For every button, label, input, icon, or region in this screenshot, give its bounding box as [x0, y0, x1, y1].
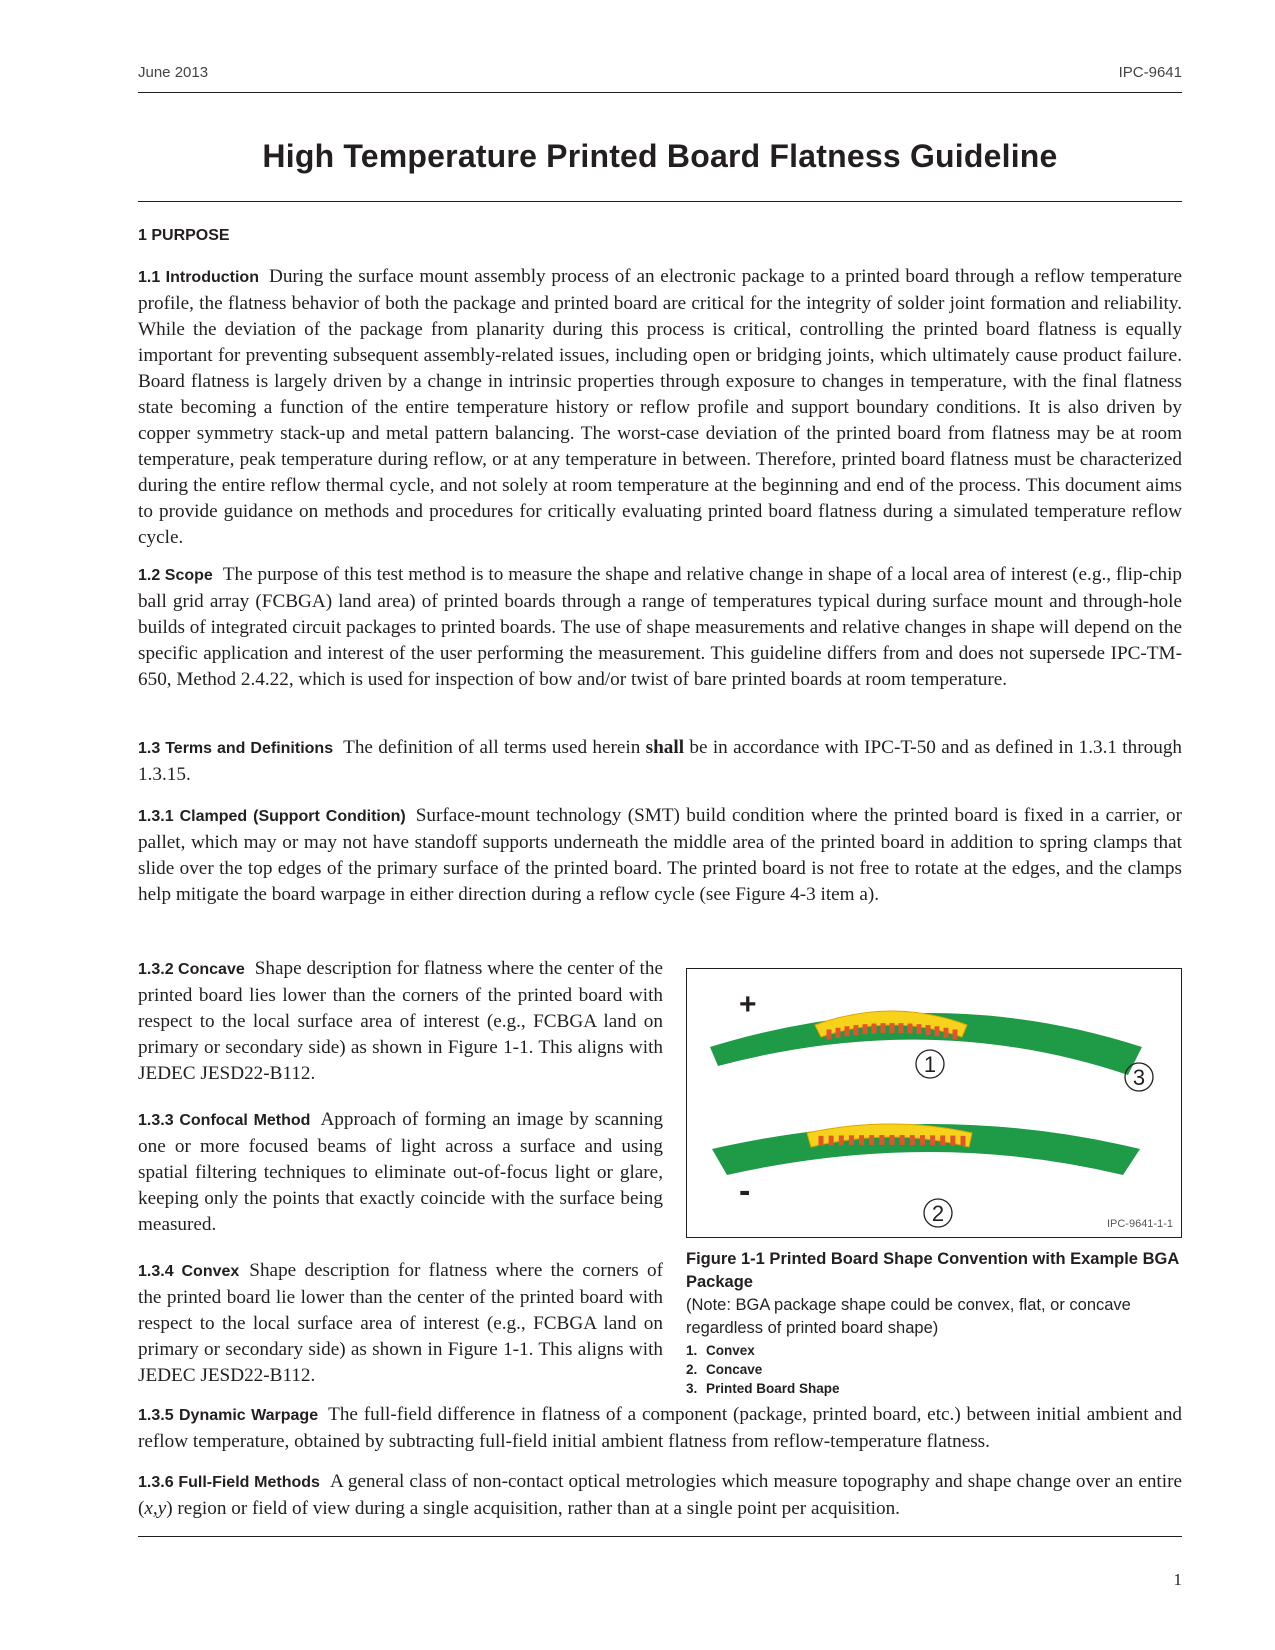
- label-3-text: 3: [1132, 1065, 1146, 1090]
- solder-ball: [819, 1136, 824, 1146]
- text-concave: Shape description for flatness where the center of the printed board lies lower than the corners of the printed board with respect to the local surface area of interest (e.g., FCBGA land on primary or secondary side) as shown in Figure 1-1. This aligns with JEDEC JESD22-B112.: [138, 958, 663, 1084]
- text-full-field-before: A general class of non-contact optical metrologies which measure topography and shape change over an entire (: [138, 1471, 1182, 1519]
- solder-ball: [849, 1135, 854, 1145]
- heading-introduction: 1.1 Introduction: [138, 269, 259, 286]
- header-date: June 2013: [138, 64, 209, 81]
- solder-ball: [961, 1136, 966, 1146]
- solder-ball: [881, 1023, 886, 1033]
- solder-ball: [859, 1135, 864, 1145]
- paragraph-clamped: [138, 803, 1182, 908]
- label-2-text: 2: [931, 1201, 945, 1226]
- title-rule: [138, 201, 1182, 202]
- text-convex: Shape description for flatness where the corners of the printed board lie lower than the center of the printed board with respect to the local surface area of interest (e.g., FCBGA land on primary or secondary side) as shown in Figure 1-1. This aligns with JEDEC JESD22-B112.: [138, 1260, 663, 1386]
- solder-ball: [827, 1029, 832, 1039]
- text-dynamic-warpage: The full-field difference in flatness of a component (package, printed board, etc.) between initial ambient and reflow temperature, obtained by subtracting full-field initial ambient flatness from reflow-temperature flatness.: [138, 1404, 1183, 1452]
- text-full-field-italic: x,y: [144, 1498, 167, 1519]
- solder-ball: [872, 1024, 877, 1034]
- solder-ball: [953, 1029, 958, 1039]
- solder-ball: [829, 1136, 834, 1146]
- solder-ball: [917, 1024, 922, 1034]
- figure-tag: IPC-9641-1-1: [1106, 1218, 1173, 1230]
- solder-ball: [930, 1135, 935, 1145]
- heading-dynamic-warpage: 1.3.5 Dynamic Warpage: [138, 1407, 319, 1424]
- figure-diagram: [687, 969, 1181, 1237]
- solder-ball: [920, 1135, 925, 1145]
- list-item: 1. Convex: [686, 1343, 755, 1358]
- text-introduction: During the surface mount assembly process of an electronic package to a printed board through a reflow temperature profile, the flatness behavior of both the package and printed board are critical for the integrity of solder joint formation and reliability. While the deviation of the package from planarity during this process is critical, controlling the printed board flatness is equally important for preventing subsequent assembly-related issues, including open or bridging joints, which ultimately cause product failure. Board flatness is largely driven by a change in intrinsic properties through exposure to changes in temperature, with the final flatness state becoming a function of the entire temperature history or reflow profile and support boundary conditions. It is also driven by copper symmetry stack-up and metal pattern balancing. The worst-case deviation of the printed board from flatness may be at room temperature, peak temperature during reflow, or at any temperature in between. Therefore, printed board flatness must be characterized during the entire reflow thermal cycle, and not solely at room temperature at the beginning and end of the process. This document aims to provide guidance on methods and procedures for critically evaluating printed board flatness during a simulated temperature reflow cycle.: [138, 266, 1182, 548]
- solder-ball: [899, 1023, 904, 1033]
- solder-balls-concave: [819, 1135, 966, 1146]
- paragraph-dynamic-warpage: [138, 1402, 1182, 1455]
- figure-note: (Note: BGA package shape could be convex, flat, or concave regardless of printed board shape): [686, 1296, 1131, 1337]
- solder-ball: [944, 1028, 949, 1038]
- solder-ball: [836, 1028, 841, 1038]
- text-terms-before: The definition of all terms used herein: [343, 737, 641, 758]
- text-terms-after: be in accordance with IPC-T-50 and as defined in 1.3.1 through 1.3.15.: [138, 737, 1183, 785]
- list-item: 2. Concave: [686, 1362, 763, 1377]
- solder-ball: [845, 1026, 850, 1036]
- list-item: 3. Printed Board Shape: [686, 1381, 840, 1396]
- solder-ball: [869, 1135, 874, 1145]
- header-doc-id: IPC-9641: [1118, 64, 1182, 81]
- solder-ball: [950, 1136, 955, 1146]
- solder-ball: [908, 1024, 913, 1034]
- paragraph-introduction: [138, 264, 1182, 551]
- page-number: 1: [1173, 1570, 1182, 1589]
- paragraph-full-field: [138, 1469, 1182, 1522]
- plus-sign: +: [739, 988, 757, 1021]
- footer-rule: [138, 1536, 1182, 1537]
- solder-ball: [935, 1026, 940, 1036]
- solder-ball: [879, 1135, 884, 1145]
- section-heading-purpose: 1 PURPOSE: [138, 227, 230, 244]
- text-scope: The purpose of this test method is to measure the shape and relative change in shape of a local area of interest (e.g., flip-chip ball grid array (FCBGA) land area) of printed boards through a range of temperatures typical during surface mount and through-hole builds of integrated circuit packages to printed boards. The use of shape measurements and relative changes in shape will depend on the specific application and interest of the user performing the measurement. This guideline differs from and does not supersede IPC-TM-650, Method 2.4.22, which is used for inspection of bow and/or twist of bare printed boards at room temperature.: [138, 564, 1183, 690]
- solder-ball: [863, 1024, 868, 1034]
- paragraph-confocal: [138, 1107, 663, 1238]
- paragraph-scope: [138, 562, 1182, 693]
- figure-1-1: [686, 968, 1182, 1238]
- solder-ball: [910, 1135, 915, 1145]
- figure-legend-list: [686, 1341, 840, 1398]
- text-full-field-after: ) region or field of view during a single acquisition, rather than at a single point per acquisition.: [166, 1498, 900, 1519]
- solder-ball: [890, 1135, 895, 1145]
- label-1-text: 1: [923, 1052, 937, 1077]
- minus-sign: -: [739, 1172, 751, 1210]
- paragraph-convex: [138, 1258, 663, 1389]
- heading-full-field: 1.3.6 Full-Field Methods: [138, 1474, 320, 1491]
- solder-ball: [890, 1023, 895, 1033]
- text-confocal: Approach of forming an image by scanning one or more focused beams of light across a surface and using spatial filtering techniques to eliminate out-of-focus light or glare, keeping only the points that exactly coincide with the surface being measured.: [138, 1109, 664, 1235]
- heading-terms: 1.3 Terms and Definitions: [138, 740, 334, 757]
- solder-ball: [854, 1025, 859, 1035]
- heading-scope: 1.2 Scope: [138, 567, 213, 584]
- figure-caption: Figure 1-1 Printed Board Shape Convention with Example BGA Package: [686, 1250, 1179, 1291]
- heading-clamped: 1.3.1 Clamped (Support Condition): [138, 808, 406, 825]
- text-terms-shall: shall: [645, 737, 685, 758]
- solder-ball: [926, 1025, 931, 1035]
- page-title: High Temperature Printed Board Flatness Guideline: [262, 138, 1058, 174]
- text-clamped: Surface-mount technology (SMT) build condition where the printed board is fixed in a carrier, or pallet, which may or may not have standoff supports underneath the middle area of the printed board in addition to spring clamps that slide over the top edges of the primary surface of the printed board. The printed board is not free to rotate at the edges, and the clamps help mitigate the board warpage in either direction during a reflow cycle (see Figure 4-3 item a).: [138, 805, 1183, 905]
- paragraph-terms: [138, 735, 1182, 788]
- solder-ball: [900, 1135, 905, 1145]
- header-rule: [138, 92, 1182, 93]
- heading-convex: 1.3.4 Convex: [138, 1263, 240, 1280]
- paragraph-concave: [138, 956, 663, 1087]
- heading-confocal: 1.3.3 Confocal Method: [138, 1112, 311, 1129]
- solder-ball: [940, 1135, 945, 1145]
- solder-ball: [839, 1135, 844, 1145]
- heading-concave: 1.3.2 Concave: [138, 961, 245, 978]
